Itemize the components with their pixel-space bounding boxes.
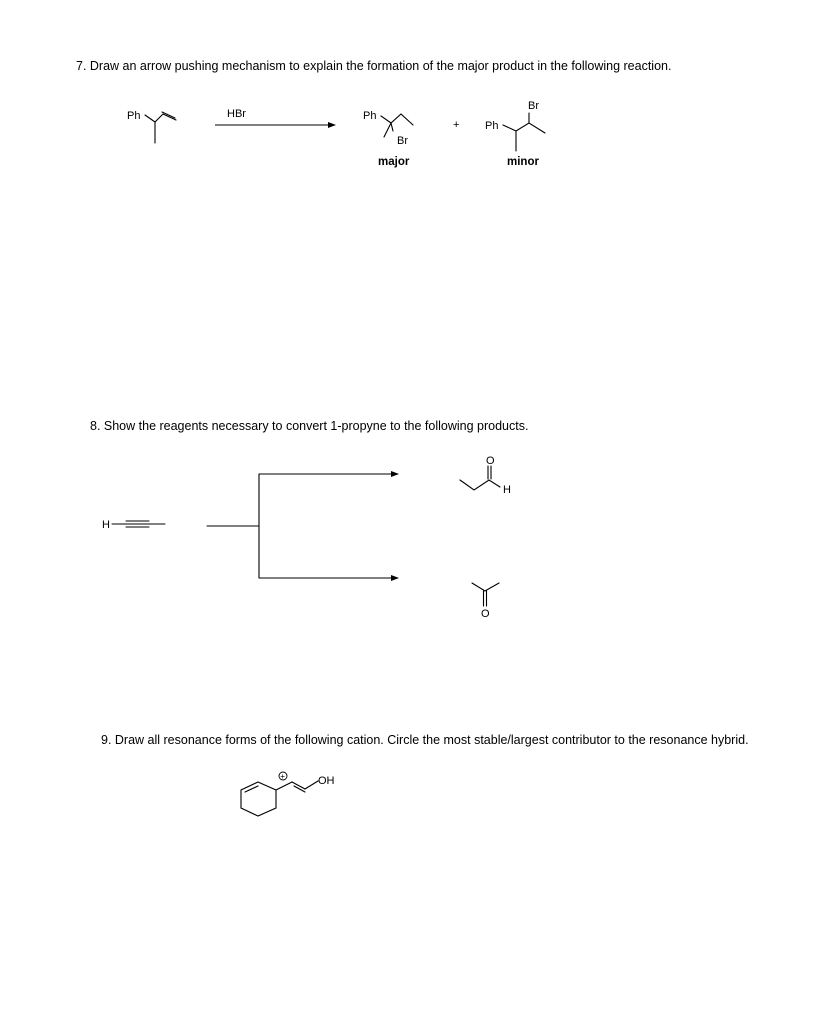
cation-structure [241,772,335,816]
aldehyde-oxygen-label: O [486,455,495,467]
aldehyde-hydrogen-label: H [503,484,511,496]
major-product-structure [363,110,413,168]
question-8-text: 8. Show the reagents necessary to convert 1-propyne to the following products. [90,419,529,433]
starting-alkene-structure [127,110,176,143]
phenyl-label-minor: Ph [485,120,499,132]
positive-charge-symbol: + [280,772,285,781]
acetone-structure [472,583,499,620]
minor-product-structure [485,100,545,168]
reagent-hbr-label: HBr [227,108,246,120]
phenyl-label-major: Ph [363,110,377,122]
hydroxyl-label: OH [318,775,335,787]
question-9-text: 9. Draw all resonance forms of the following cation. Circle the most stable/largest contributor to the resonance hybrid. [101,733,749,747]
question-7-text: 7. Draw an arrow pushing mechanism to explain the formation of the major product in the following reaction. [76,59,672,73]
reaction-arrow-q7 [215,108,335,125]
minor-label: minor [507,156,539,168]
branching-arrows [207,474,398,578]
bromine-label-minor: Br [528,100,539,112]
phenyl-label: Ph [127,110,141,122]
propyne-structure [102,519,165,531]
ketone-oxygen-label: O [481,608,490,620]
propanal-structure [460,455,511,496]
plus-sign: + [453,119,460,131]
hydrogen-label: H [102,519,110,531]
bromine-label-major: Br [397,135,408,147]
major-label: major [378,156,410,168]
